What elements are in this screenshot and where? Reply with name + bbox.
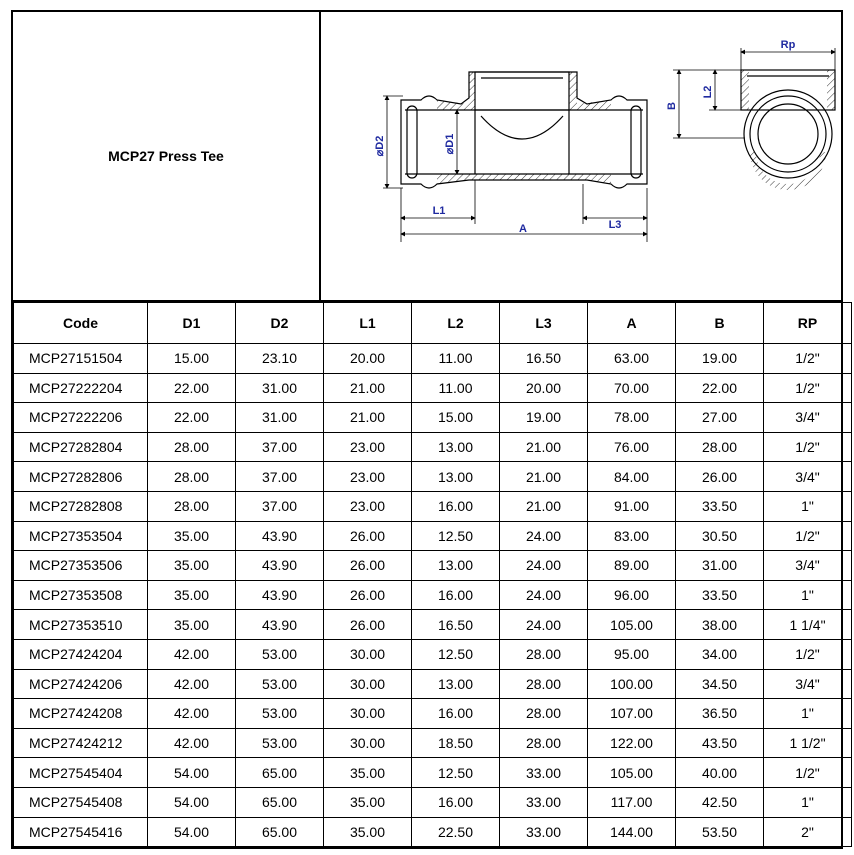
cell-l3: 28.00 bbox=[500, 639, 588, 669]
cell-d1: 28.00 bbox=[148, 491, 236, 521]
cell-b: 27.00 bbox=[676, 403, 764, 433]
cell-rp: 1/2" bbox=[764, 344, 852, 374]
cell-rp: 1 1/2" bbox=[764, 728, 852, 758]
cell-l2: 13.00 bbox=[412, 432, 500, 462]
cell-l3: 33.00 bbox=[500, 787, 588, 817]
table-row bbox=[14, 432, 852, 462]
cell-a: 84.00 bbox=[588, 462, 676, 492]
cell-l3: 28.00 bbox=[500, 669, 588, 699]
front-view-hatching bbox=[437, 72, 611, 184]
cell-a: 76.00 bbox=[588, 432, 676, 462]
cell-code: MCP27282806 bbox=[14, 462, 148, 492]
cell-rp: 1" bbox=[764, 580, 852, 610]
cell-l2: 18.50 bbox=[412, 728, 500, 758]
cell-code: MCP27222204 bbox=[14, 373, 148, 403]
cell-a: 105.00 bbox=[588, 758, 676, 788]
table-row bbox=[14, 728, 852, 758]
cell-l1: 35.00 bbox=[324, 817, 412, 847]
cell-a: 89.00 bbox=[588, 551, 676, 581]
column-header-rp: RP bbox=[764, 303, 852, 344]
column-header-l3: L3 bbox=[500, 303, 588, 344]
cell-d2: 43.90 bbox=[236, 551, 324, 581]
table-row bbox=[14, 344, 852, 374]
cell-l1: 30.00 bbox=[324, 669, 412, 699]
cell-d1: 15.00 bbox=[148, 344, 236, 374]
cell-rp: 1/2" bbox=[764, 432, 852, 462]
title-cell bbox=[13, 12, 321, 300]
cell-l2: 16.00 bbox=[412, 787, 500, 817]
side-dimensions bbox=[673, 48, 835, 138]
tee-drawing-svg bbox=[321, 12, 841, 300]
cell-l2: 11.00 bbox=[412, 344, 500, 374]
cell-l1: 26.00 bbox=[324, 521, 412, 551]
cell-rp: 3/4" bbox=[764, 551, 852, 581]
cell-b: 36.50 bbox=[676, 699, 764, 729]
cell-code: MCP27545416 bbox=[14, 817, 148, 847]
cell-rp: 1" bbox=[764, 787, 852, 817]
cell-b: 42.50 bbox=[676, 787, 764, 817]
cell-l2: 12.50 bbox=[412, 639, 500, 669]
cell-l2: 16.50 bbox=[412, 610, 500, 640]
cell-d1: 28.00 bbox=[148, 432, 236, 462]
column-header-d2: D2 bbox=[236, 303, 324, 344]
cell-b: 28.00 bbox=[676, 432, 764, 462]
cell-l1: 21.00 bbox=[324, 403, 412, 433]
cell-code: MCP27353504 bbox=[14, 521, 148, 551]
cell-rp: 3/4" bbox=[764, 403, 852, 433]
cell-code: MCP27151504 bbox=[14, 344, 148, 374]
column-header-l2: L2 bbox=[412, 303, 500, 344]
cell-l1: 30.00 bbox=[324, 728, 412, 758]
cell-l1: 30.00 bbox=[324, 639, 412, 669]
cell-d1: 35.00 bbox=[148, 580, 236, 610]
technical-drawing bbox=[321, 12, 841, 300]
product-title: MCP27 Press Tee bbox=[108, 148, 224, 164]
cell-l1: 35.00 bbox=[324, 787, 412, 817]
column-header-d1: D1 bbox=[148, 303, 236, 344]
cell-l3: 21.00 bbox=[500, 491, 588, 521]
cell-d2: 53.00 bbox=[236, 639, 324, 669]
cell-rp: 1/2" bbox=[764, 758, 852, 788]
cell-code: MCP27282808 bbox=[14, 491, 148, 521]
cell-code: MCP27545408 bbox=[14, 787, 148, 817]
cell-d2: 65.00 bbox=[236, 758, 324, 788]
cell-l1: 26.00 bbox=[324, 551, 412, 581]
cell-a: 96.00 bbox=[588, 580, 676, 610]
cell-d2: 65.00 bbox=[236, 817, 324, 847]
cell-l2: 11.00 bbox=[412, 373, 500, 403]
table-row bbox=[14, 669, 852, 699]
front-dimensions bbox=[383, 96, 647, 242]
cell-l3: 24.00 bbox=[500, 551, 588, 581]
cell-d2: 43.90 bbox=[236, 610, 324, 640]
label-l3: L3 bbox=[608, 219, 622, 231]
cell-b: 19.00 bbox=[676, 344, 764, 374]
cell-l2: 16.00 bbox=[412, 580, 500, 610]
cell-a: 107.00 bbox=[588, 699, 676, 729]
cell-code: MCP27424212 bbox=[14, 728, 148, 758]
cell-b: 22.00 bbox=[676, 373, 764, 403]
cell-l1: 30.00 bbox=[324, 699, 412, 729]
column-header-a: A bbox=[588, 303, 676, 344]
table-row bbox=[14, 610, 852, 640]
table-row bbox=[14, 462, 852, 492]
cell-b: 34.50 bbox=[676, 669, 764, 699]
cell-d1: 42.00 bbox=[148, 639, 236, 669]
cell-d2: 31.00 bbox=[236, 373, 324, 403]
cell-l2: 16.00 bbox=[412, 699, 500, 729]
table-body bbox=[14, 344, 852, 847]
cell-code: MCP27282804 bbox=[14, 432, 148, 462]
cell-l1: 23.00 bbox=[324, 432, 412, 462]
cell-code: MCP27353510 bbox=[14, 610, 148, 640]
cell-b: 53.50 bbox=[676, 817, 764, 847]
cell-rp: 1/2" bbox=[764, 373, 852, 403]
cell-code: MCP27424208 bbox=[14, 699, 148, 729]
cell-l3: 33.00 bbox=[500, 817, 588, 847]
column-header-code: Code bbox=[14, 303, 148, 344]
cell-d1: 54.00 bbox=[148, 817, 236, 847]
cell-rp: 1" bbox=[764, 699, 852, 729]
label-l1: L1 bbox=[432, 205, 446, 217]
cell-b: 30.50 bbox=[676, 521, 764, 551]
cell-l3: 24.00 bbox=[500, 610, 588, 640]
table-row bbox=[14, 491, 852, 521]
cell-d1: 42.00 bbox=[148, 699, 236, 729]
cell-a: 95.00 bbox=[588, 639, 676, 669]
cell-d2: 43.90 bbox=[236, 580, 324, 610]
label-a: A bbox=[519, 223, 527, 235]
cell-b: 43.50 bbox=[676, 728, 764, 758]
table-row bbox=[14, 699, 852, 729]
cell-l1: 35.00 bbox=[324, 758, 412, 788]
cell-d2: 37.00 bbox=[236, 462, 324, 492]
cell-a: 91.00 bbox=[588, 491, 676, 521]
cell-a: 63.00 bbox=[588, 344, 676, 374]
cell-d1: 35.00 bbox=[148, 551, 236, 581]
cell-l3: 28.00 bbox=[500, 699, 588, 729]
cell-l2: 13.00 bbox=[412, 462, 500, 492]
cell-l2: 13.00 bbox=[412, 669, 500, 699]
label-d2: ⌀D2 bbox=[374, 135, 386, 157]
cell-d1: 22.00 bbox=[148, 403, 236, 433]
cell-b: 34.00 bbox=[676, 639, 764, 669]
cell-d1: 22.00 bbox=[148, 373, 236, 403]
cell-d2: 53.00 bbox=[236, 728, 324, 758]
column-header-b: B bbox=[676, 303, 764, 344]
cell-a: 100.00 bbox=[588, 669, 676, 699]
table-header-row bbox=[14, 303, 852, 344]
cell-d2: 37.00 bbox=[236, 491, 324, 521]
cell-a: 70.00 bbox=[588, 373, 676, 403]
cell-rp: 1 1/4" bbox=[764, 610, 852, 640]
cell-d1: 28.00 bbox=[148, 462, 236, 492]
cell-d1: 54.00 bbox=[148, 758, 236, 788]
cell-b: 33.50 bbox=[676, 580, 764, 610]
cell-b: 40.00 bbox=[676, 758, 764, 788]
header-section bbox=[13, 12, 841, 302]
cell-a: 122.00 bbox=[588, 728, 676, 758]
table-row bbox=[14, 403, 852, 433]
front-view bbox=[401, 72, 647, 188]
cell-code: MCP27545404 bbox=[14, 758, 148, 788]
cell-l1: 23.00 bbox=[324, 462, 412, 492]
cell-l3: 24.00 bbox=[500, 580, 588, 610]
cell-l3: 24.00 bbox=[500, 521, 588, 551]
table-row bbox=[14, 787, 852, 817]
cell-a: 117.00 bbox=[588, 787, 676, 817]
table-row bbox=[14, 551, 852, 581]
cell-d2: 31.00 bbox=[236, 403, 324, 433]
cell-rp: 3/4" bbox=[764, 669, 852, 699]
cell-l3: 21.00 bbox=[500, 432, 588, 462]
label-l2: L2 bbox=[702, 85, 714, 99]
table-row bbox=[14, 817, 852, 847]
table-row bbox=[14, 580, 852, 610]
cell-d1: 42.00 bbox=[148, 728, 236, 758]
label-b: B bbox=[666, 102, 678, 110]
label-rp: Rp bbox=[780, 39, 796, 51]
cell-d2: 53.00 bbox=[236, 699, 324, 729]
table-row bbox=[14, 521, 852, 551]
cell-l2: 22.50 bbox=[412, 817, 500, 847]
cell-l3: 33.00 bbox=[500, 758, 588, 788]
cell-rp: 1/2" bbox=[764, 639, 852, 669]
cell-l2: 12.50 bbox=[412, 521, 500, 551]
cell-l3: 20.00 bbox=[500, 373, 588, 403]
cell-code: MCP27424206 bbox=[14, 669, 148, 699]
cell-code: MCP27353508 bbox=[14, 580, 148, 610]
cell-l2: 12.50 bbox=[412, 758, 500, 788]
cell-d2: 53.00 bbox=[236, 669, 324, 699]
cell-rp: 2" bbox=[764, 817, 852, 847]
cell-l2: 16.00 bbox=[412, 491, 500, 521]
cell-l1: 21.00 bbox=[324, 373, 412, 403]
cell-l1: 20.00 bbox=[324, 344, 412, 374]
cell-l1: 26.00 bbox=[324, 580, 412, 610]
cell-d1: 42.00 bbox=[148, 669, 236, 699]
cell-d2: 43.90 bbox=[236, 521, 324, 551]
cell-d1: 35.00 bbox=[148, 521, 236, 551]
cell-l3: 19.00 bbox=[500, 403, 588, 433]
cell-l1: 26.00 bbox=[324, 610, 412, 640]
cell-a: 105.00 bbox=[588, 610, 676, 640]
cell-a: 83.00 bbox=[588, 521, 676, 551]
column-header-l1: L1 bbox=[324, 303, 412, 344]
cell-b: 26.00 bbox=[676, 462, 764, 492]
cell-rp: 1" bbox=[764, 491, 852, 521]
cell-l3: 21.00 bbox=[500, 462, 588, 492]
cell-b: 31.00 bbox=[676, 551, 764, 581]
cell-rp: 3/4" bbox=[764, 462, 852, 492]
table-row bbox=[14, 373, 852, 403]
cell-a: 144.00 bbox=[588, 817, 676, 847]
cell-rp: 1/2" bbox=[764, 521, 852, 551]
cell-l2: 13.00 bbox=[412, 551, 500, 581]
cell-l3: 16.50 bbox=[500, 344, 588, 374]
cell-l3: 28.00 bbox=[500, 728, 588, 758]
cell-a: 78.00 bbox=[588, 403, 676, 433]
table-row bbox=[14, 758, 852, 788]
cell-d1: 54.00 bbox=[148, 787, 236, 817]
label-d1: ⌀D1 bbox=[444, 133, 456, 155]
cell-d1: 35.00 bbox=[148, 610, 236, 640]
dimensions-table bbox=[13, 302, 852, 847]
cell-code: MCP27222206 bbox=[14, 403, 148, 433]
cell-l1: 23.00 bbox=[324, 491, 412, 521]
table-row bbox=[14, 639, 852, 669]
spec-sheet bbox=[11, 10, 843, 849]
cell-b: 33.50 bbox=[676, 491, 764, 521]
cell-b: 38.00 bbox=[676, 610, 764, 640]
cell-l2: 15.00 bbox=[412, 403, 500, 433]
cell-d2: 37.00 bbox=[236, 432, 324, 462]
cell-code: MCP27424204 bbox=[14, 639, 148, 669]
cell-d2: 23.10 bbox=[236, 344, 324, 374]
cell-code: MCP27353506 bbox=[14, 551, 148, 581]
cell-d2: 65.00 bbox=[236, 787, 324, 817]
